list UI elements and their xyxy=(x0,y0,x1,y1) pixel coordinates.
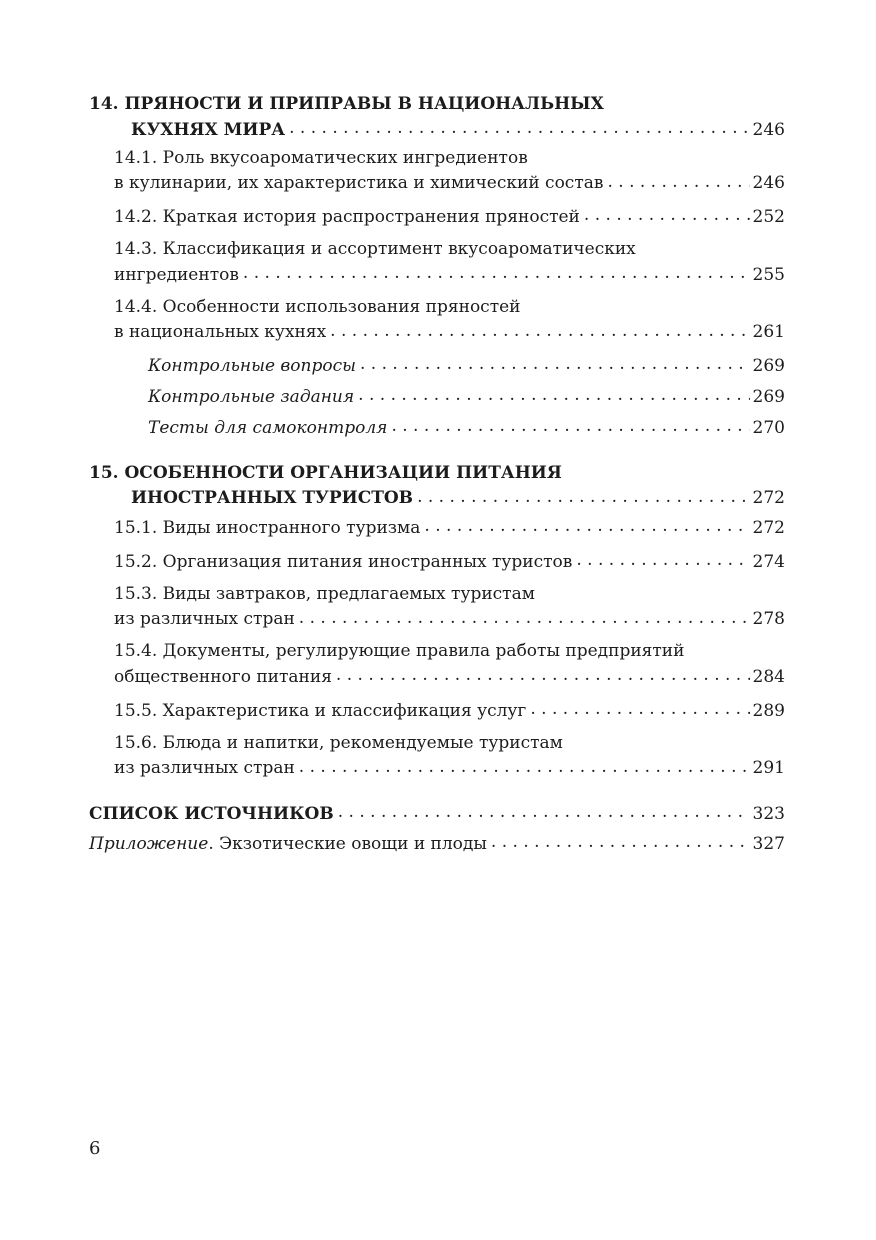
toc-page-number: 327 xyxy=(752,833,785,854)
toc-chapter-15-title-line2: ИНОСТРАННЫХ ТУРИСТОВ xyxy=(131,488,414,509)
toc-item-title-line2: общественного питания xyxy=(114,666,332,687)
dot-leader xyxy=(358,383,749,402)
toc-page-number: 274 xyxy=(752,551,785,572)
toc-item-15-6[interactable] xyxy=(89,731,785,781)
toc-item-15-3[interactable] xyxy=(89,582,785,632)
toc-appendix-label-rest: . Экзотические овощи и плоды xyxy=(208,833,487,854)
toc-page-number: 291 xyxy=(752,758,785,779)
toc-item-title: 15.2. Организация питания иностранных туристов xyxy=(114,551,573,572)
toc-chapter-14-title-line2: КУХНЯХ МИРА xyxy=(131,119,286,140)
toc-page-number: 284 xyxy=(752,666,785,687)
dot-leader xyxy=(336,663,750,682)
toc-page-number: 272 xyxy=(752,488,785,509)
toc-item-title-line1: 14.4. Особенности использования пряностей xyxy=(114,296,521,317)
toc-extra-title: Контрольные задания xyxy=(148,386,355,407)
section-gap xyxy=(89,445,785,461)
toc-page-number: 270 xyxy=(752,417,785,438)
toc-item-title-line2: ингредиентов xyxy=(114,264,239,285)
toc-page-number: 246 xyxy=(752,119,785,140)
toc-item-title: 15.1. Виды иностранного туризма xyxy=(114,517,421,538)
section-gap xyxy=(89,788,785,800)
toc-chapter-14[interactable] xyxy=(89,92,785,142)
toc-item-title-line2: из различных стран xyxy=(114,758,295,779)
toc-sources-title: СПИСОК ИСТОЧНИКОВ xyxy=(89,804,334,824)
toc-item-title-line2: в кулинарии, их характеристика и химический состав xyxy=(114,173,604,194)
dot-leader xyxy=(243,261,750,280)
toc-page-number: 252 xyxy=(752,207,785,228)
table-of-contents xyxy=(89,92,785,856)
toc-page-number: 269 xyxy=(752,386,785,407)
toc-item-title-line1: 15.4. Документы, регулирующие правила работы предприятий xyxy=(114,641,685,662)
toc-item-14-1[interactable] xyxy=(89,146,785,196)
toc-page-number: 323 xyxy=(752,804,785,824)
toc-item-title-line1: 15.3. Виды завтраков, предлагаемых туристам xyxy=(114,583,535,604)
dot-leader xyxy=(299,606,750,625)
toc-item-title-line2: из различных стран xyxy=(114,609,295,630)
toc-item-title: 15.5. Характеристика и классификация услуг xyxy=(114,700,527,721)
toc-chapter-15-title-line1: 15. ОСОБЕННОСТИ ОРГАНИЗАЦИИ ПИТАНИЯ xyxy=(89,462,562,483)
dot-leader xyxy=(417,485,749,504)
page-number: 6 xyxy=(89,1138,101,1159)
toc-item-14-4[interactable] xyxy=(89,295,785,345)
dot-leader xyxy=(391,414,749,433)
dot-leader xyxy=(424,514,749,533)
toc-page-number: 269 xyxy=(752,356,785,377)
toc-item-14-3[interactable] xyxy=(89,237,785,287)
toc-item-title-line1: 14.3. Классификация и ассортимент вкусоароматических xyxy=(114,239,636,260)
toc-item-14-2[interactable] xyxy=(89,203,785,229)
dot-leader xyxy=(607,170,749,189)
toc-page-number: 261 xyxy=(752,322,785,343)
dot-leader xyxy=(330,319,749,338)
toc-page-number: 289 xyxy=(752,700,785,721)
toc-page-number: 278 xyxy=(752,609,785,630)
toc-sources[interactable] xyxy=(89,800,785,826)
dot-leader xyxy=(289,116,749,135)
toc-appendix-label-italic: Приложение xyxy=(89,833,209,854)
toc-page-number: 272 xyxy=(752,517,785,538)
dot-leader xyxy=(584,203,750,222)
toc-appendix[interactable] xyxy=(89,830,785,856)
toc-item-title-line1: 15.6. Блюда и напитки, рекомендуемые туристам xyxy=(114,732,563,753)
toc-extra-control-questions[interactable] xyxy=(89,352,785,378)
toc-item-15-1[interactable] xyxy=(89,514,785,540)
toc-item-15-4[interactable] xyxy=(89,639,785,689)
toc-extra-title: Контрольные вопросы xyxy=(148,356,356,377)
dot-leader xyxy=(576,548,749,567)
toc-page-number: 255 xyxy=(752,264,785,285)
toc-chapter-14-title-line1: 14. ПРЯНОСТИ И ПРИПРАВЫ В НАЦИОНАЛЬНЫХ xyxy=(89,94,604,114)
dot-leader xyxy=(491,830,750,849)
dot-leader xyxy=(299,755,750,774)
toc-extra-title: Тесты для самоконтроля xyxy=(148,417,388,438)
toc-chapter-15[interactable] xyxy=(89,461,785,511)
dot-leader xyxy=(338,800,750,819)
toc-item-15-5[interactable] xyxy=(89,697,785,723)
toc-item-15-2[interactable] xyxy=(89,548,785,574)
toc-extra-self-tests[interactable] xyxy=(89,414,785,440)
dot-leader xyxy=(360,352,750,371)
toc-item-title-line2: в национальных кухнях xyxy=(114,322,327,343)
toc-extra-control-tasks[interactable] xyxy=(89,383,785,409)
toc-item-title: 14.2. Краткая история распространения пряностей xyxy=(114,207,580,228)
toc-item-title-line1: 14.1. Роль вкусоароматических ингредиентов xyxy=(114,147,528,168)
dot-leader xyxy=(530,697,749,716)
toc-appendix-title xyxy=(89,832,487,856)
toc-page-number: 246 xyxy=(752,173,785,194)
